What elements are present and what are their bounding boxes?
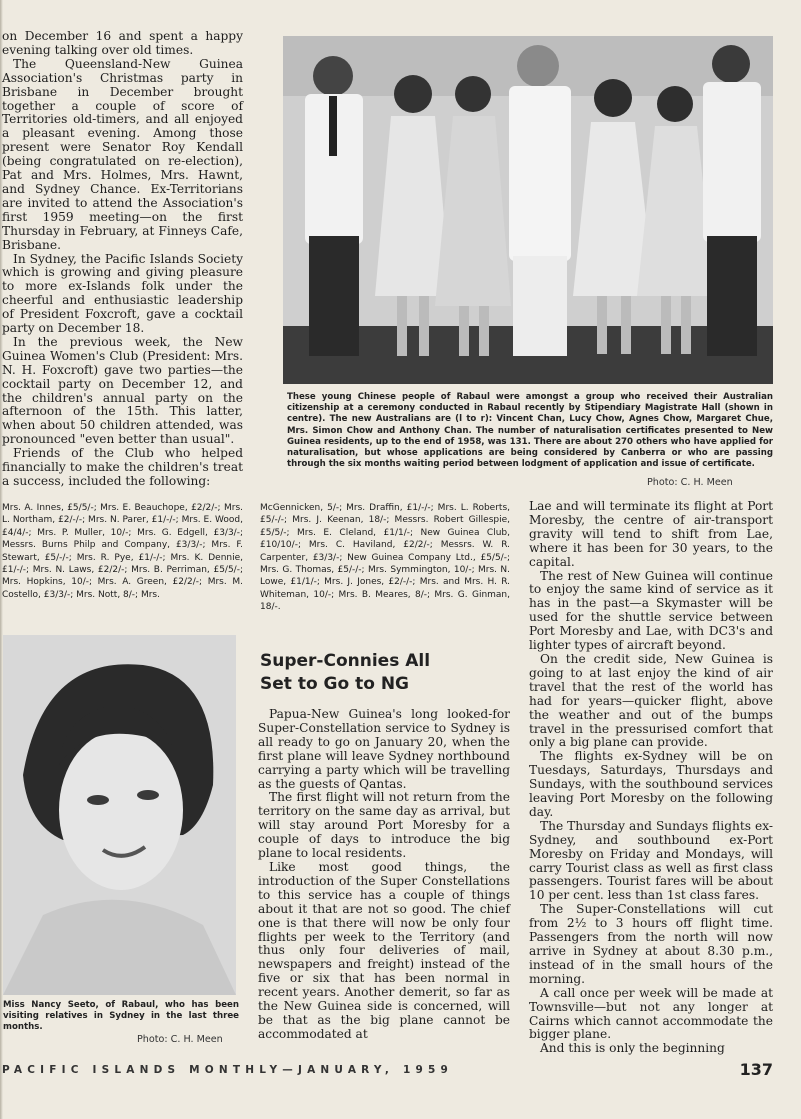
paragraph: On the credit side, New Guinea is going to at last enjoy the kind of air travel that the rest of the world has had for years—quicker flight, above the weather and out of the bumps travel in the pressurised comfort that only a big plane can provide. (529, 651, 773, 750)
portrait-photo-credit: Photo: C. H. Meen (137, 1034, 223, 1045)
publication-title: PACIFIC ISLANDS MONTHLY—JANUARY, 1959 (2, 1064, 453, 1076)
page-footer (2, 1062, 773, 1082)
left-column-text (2, 30, 243, 496)
paragraph: And this is only the beginning (540, 1041, 725, 1056)
headline-line: Super-Connies All (260, 651, 431, 671)
paragraph: Like most good things, the introduction of the Super Constellations to this service has a couple of things about it that are not so good. The chief one is that there will now be only four flights per week to the Territory (and thus only four deliveries of mail, newspapers and freight) instead of the five or six that has been normal in recent years. Another demerit, so far as the New Guinea side is concerned, will be that as the big plane cannot be accommodated at (258, 859, 510, 1041)
paragraph: Lae and will terminate its flight at Port Moresby, the centre of air-transport gravity will tend to shift from Lae, where it has been for 30 years, to the capital. (529, 499, 773, 569)
donor-list-text: McGennicken, 5/-; Mrs. Draffin, £1/-/-; Mrs. L. Roberts, £5/-/-; Mrs. J. Keenan, 18/-; Messrs. Robert Gillespie, £5/5/-; Mrs. E. Cleland, £1/1/-; New Guinea Club, £10/10/-; Mrs. C. Haviland, £2/2/-; Messrs. W. R. Carpenter, £3/3/-; New Guinea Company Ltd., £5/5/-; Mrs. G. Thomas, £5/-/-; Mrs. Symmington, 10/-; Mrs. N. Lowe, £1/1/-; Mrs. J. Jones, £2/-/-; Mrs. and Mrs. H. R. Whiteman, 10/-; Mrs. B. Meares, 8/-; Mrs. G. Ginman, 18/-. (260, 503, 510, 613)
article-middle-column (258, 708, 510, 1058)
donor-list-middle (260, 502, 510, 632)
article-headline (260, 650, 510, 696)
nancy-seeto-portrait-photo (3, 635, 236, 995)
article-right-column (529, 499, 773, 1056)
paragraph: The Super-Constellations will cut from 2½ to 3 hours off flight time. Passengers from the north will now arrive in Sydney at about 8.30 p.m., instead of in the small hours of the morning. (529, 902, 773, 986)
page-number: 137 (739, 1060, 773, 1079)
donor-list-left (2, 502, 243, 622)
paragraph: The first flight will not return from the territory on the same day as arrival, but will stay around Port Moresby for a couple of days to introduce the big plane to local residents. (258, 790, 510, 861)
paragraph: The Queensland-New Guinea Association's Christmas party in Brisbane in December brought together a couple of score of Territories old-timers, and all enjoyed a pleasant evening. Among those present were Senator Roy Kendall (being congratulated on re-election), Pat and Mrs. Holmes, Mrs. Hawnt, and Sydney Chance. Ex-Territorians are invited to attend the Association's first 1959 meeting—on the first Thursday in February, at Finneys Cafe, Brisbane. (2, 56, 243, 252)
paragraph: Papua-New Guinea's long looked-for Super-Constellation service to Sydney is all ready to go on January 20, when the first plane will leave Sydney northbound carrying a party which will be travelling as the guests of Qantas. (258, 707, 510, 791)
citizenship-group-photo (283, 36, 773, 384)
portrait-caption: Miss Nancy Seeto, of Rabaul, who has been visiting relatives in Sydney in the last three months. (3, 1000, 239, 1033)
paragraph: on December 16 and spent a happy evening talking over old times. (2, 29, 243, 57)
paragraph: The flights ex-Sydney will be on Tuesdays, Saturdays, Thursdays and Sundays, with the southbound services leaving Port Moresby on the following day. (529, 749, 773, 819)
group-photo-caption: These young Chinese people of Rabaul were amongst a group who received their Australian citizenship at a ceremony conducted in Rabaul recently by Stipendiary Magistrate Hall (shown in centre). The new Australians are (l to r): Vincent Chan, Lucy Chow, Agnes Chow, Margaret Chue, Mrs. Simon Chow and Anthony Chan. The number of naturalisation certificates presented to New Guinea residents, up to the end of 1958, was 131. There are about 270 others who have applied for naturalisation, but whose applications are being considered by Canberra or who are passing through the six months waiting period between lodgment of application and issue of certificate. (287, 392, 773, 470)
group-photo-illustration (283, 36, 773, 384)
headline-line: Set to Go to NG (260, 674, 409, 694)
paragraph: In the previous week, the New Guinea Women's Club (President: Mrs. N. H. Foxcroft) gave two parties—the cocktail party on December 12, and the children's annual party on the afternoon of the 15th. This latter, when about 50 children attended, was pronounced "even better than usual". (2, 334, 243, 447)
donor-list-text: Mrs. A. Innes, £5/5/-; Mrs. E. Beauchope, £2/2/-; Mrs. L. Northam, £2/-/-; Mrs. N. Parer, £1/-/-; Mrs. E. Wood, £4/4/-; Mrs. P. Muller, 10/-; Mrs. G. Edgell, £3/3/-; Messrs. Burns Philp and Company, £3/3/-; Mrs. F. Stewart, £5/-/-; Mrs. R. Pye, £1/-/-; Mrs. K. Dennie, £1/-/-; Mrs. N. Laws, £2/2/-; Mrs. B. Perriman, £5/5/-; Mrs. Hopkins, 10/-; Mrs. A. Green, £2/2/-; Mrs. M. Costello, £3/3/-; Mrs. Nott, 8/-; Mrs. (2, 503, 243, 600)
paragraph: The Thursday and Sundays flights ex-Sydney, and southbound ex-Port Moresby on Friday and Mondays, will carry Tourist class as well as first class passengers. Tourist fares will be about 10 per cent. less than 1st class fares. (529, 818, 773, 903)
paragraph: Friends of the Club who helped financially to make the children's treat a success, included the following: (2, 446, 243, 488)
group-photo-credit: Photo: C. H. Meen (647, 477, 733, 488)
paragraph: A call once per week will be made at Townsville—but not any longer at Cairns which cannot accommodate the bigger plane. (529, 985, 773, 1042)
paragraph: In Sydney, the Pacific Islands Society which is growing and giving pleasure to more ex-Islands folk under the cheerful and enthusiastic leadership of President Foxcroft, gave a cocktail party on December 18. (2, 251, 243, 336)
paragraph: The rest of New Guinea will continue to enjoy the same kind of service as it has in the past—a Skymaster will be used for the shuttle service between Port Moresby and Lae, with DC3's and lighter types of aircraft beyond. (529, 568, 773, 653)
portrait-illustration (3, 635, 236, 995)
